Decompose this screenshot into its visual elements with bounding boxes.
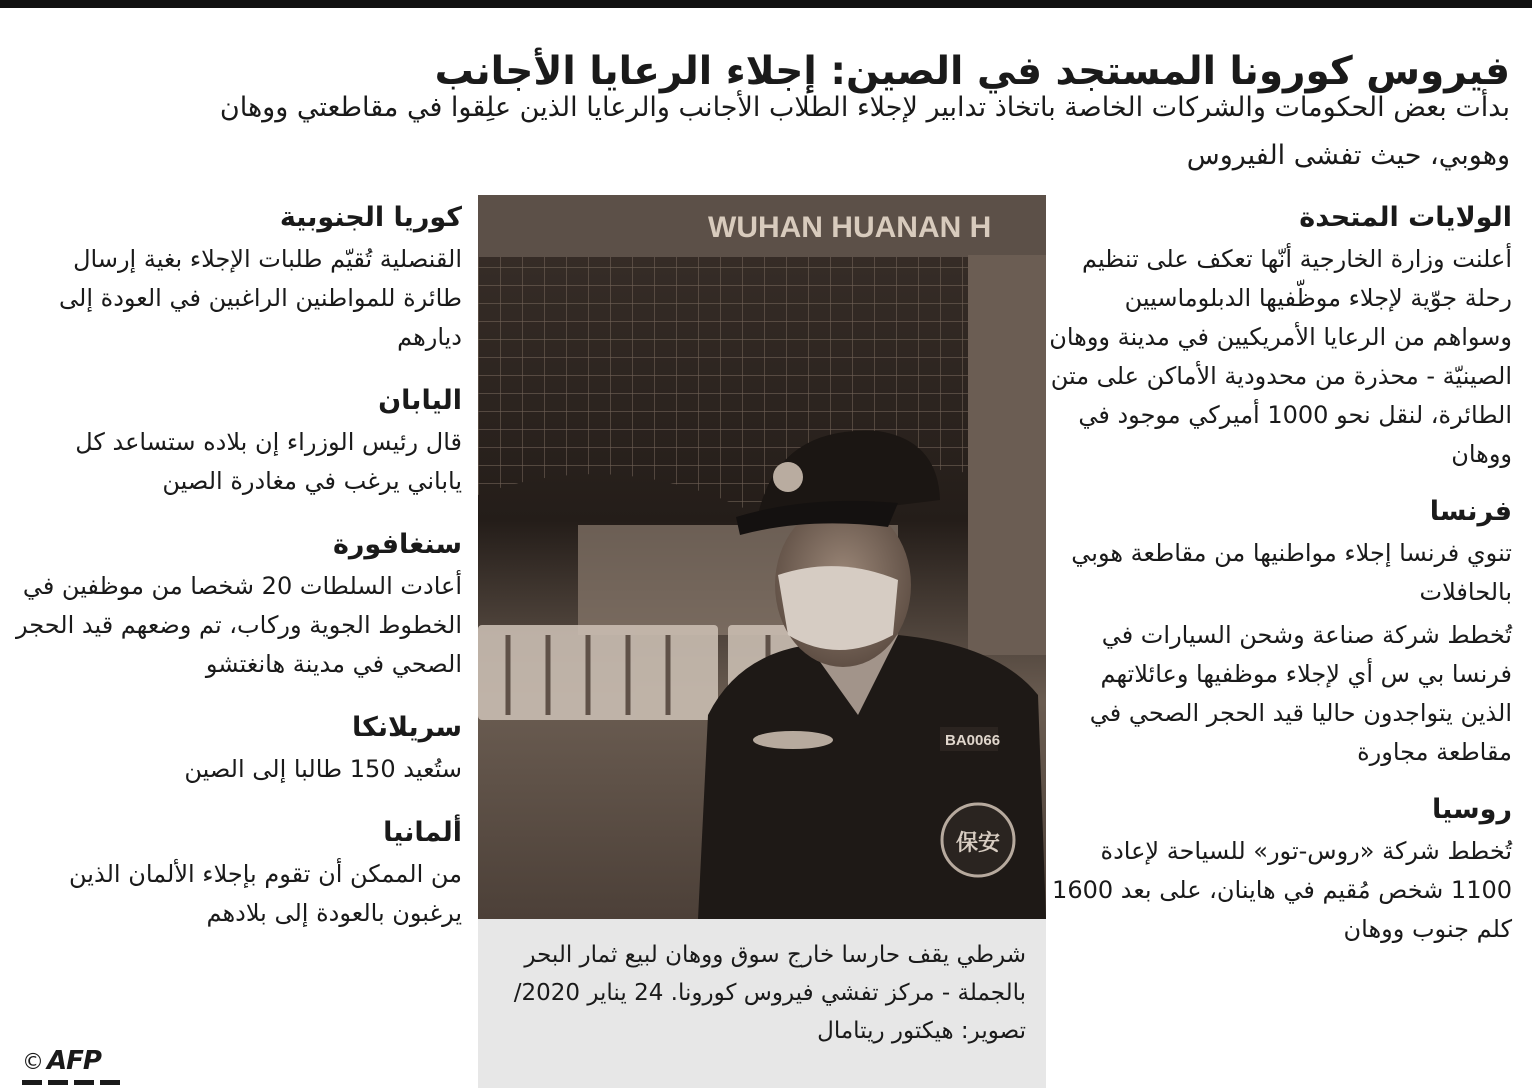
section-body-france: تنوي فرنسا إجلاء مواطنيها من مقاطعة هوبي بالحافلات — [1071, 539, 1512, 606]
section-sri-lanka — [16, 706, 462, 789]
top-rule — [0, 0, 1532, 8]
copyright-symbol: © — [22, 1050, 43, 1075]
section-body-usa: أعلنت وزارة الخارجية أنّها تعكف على تنظيم رحلة جوّية لإجلاء موظّفيها الدبلوماسيين وسواهم من الرعايا الأمريكيين في مدينة ووهان الصينيّة - محذرة من محدودية الأماكن على متن الطائرة، لنقل نحو 1000 أميركي موجود في ووهان — [1049, 245, 1512, 468]
section-usa — [1044, 196, 1512, 474]
section-title-south-korea: كوريا الجنوبية — [279, 202, 462, 233]
section-france — [1044, 490, 1512, 772]
afp-logo-text: AFP — [47, 1046, 101, 1076]
left-column — [16, 196, 462, 955]
section-body-germany: من الممكن أن تقوم بإجلاء الألمان الذين يرغبون بالعودة إلى بلادهم — [69, 860, 462, 927]
section-russia — [1044, 788, 1512, 949]
section-singapore — [16, 523, 462, 684]
section-body-singapore: أعادت السلطات 20 شخصا من موظفين في الخطوط الجوية وركاب، تم وضعهم قيد الحجر الصحي في مدينة هانغتشو — [16, 572, 462, 678]
afp-logo — [22, 1046, 101, 1076]
section-title-germany: ألمانيا — [383, 817, 462, 848]
page-title: فيروس كورونا المستجد في الصين: إجلاء الرعايا الأجانب — [434, 49, 1510, 95]
right-column — [1044, 196, 1512, 965]
badge-text: BA0066 — [945, 732, 1001, 749]
photo-caption: شرطي يقف حارسا خارج سوق ووهان لبيع ثمار البحر بالجملة - مركز تفشي فيروس كورونا. 24 يناير 2020/تصوير: هيكتور ريتامال — [513, 942, 1026, 1044]
section-title-singapore: سنغافورة — [332, 529, 462, 560]
section-body-japan: قال رئيس الوزراء إن بلاده ستساعد كل ياباني يرغب في مغادرة الصين — [75, 428, 462, 495]
news-photo — [478, 195, 1046, 919]
section-title-japan: اليابان — [378, 385, 462, 416]
section-body-south-korea: القنصلية تُقيّم طلبات الإجلاء بغية إرسال طائرة للمواطنين الراغبين في العودة إلى ديارهم — [59, 245, 462, 351]
section-title-usa: الولايات المتحدة — [1299, 202, 1512, 233]
section-body-france-2: تُخطط شركة صناعة وشحن السيارات في فرنسا بي س أي لإجلاء موظفيها وعائلاتهم الذين يتواجدون حاليا قيد الحجر الصحي في مقاطعة مجاورة — [1089, 621, 1512, 766]
photo-illustration — [478, 195, 1046, 919]
section-germany — [16, 811, 462, 933]
section-south-korea — [16, 196, 462, 357]
section-body-sri-lanka: ستُعيد 150 طالبا إلى الصين — [184, 755, 462, 783]
sign-text: WUHAN HUANAN H — [708, 211, 992, 244]
page-subtitle: بدأت بعض الحكومات والشركات الخاصة باتخاذ تدابير لإجلاء الطلاب الأجانب والرعايا الذين علِقوا في مقاطعتي ووهان وهوبي، حيث تفشى الفيروس — [219, 92, 1510, 171]
section-body-russia: تُخطط شركة «روس-تور» للسياحة لإعادة 1100 شخص مُقيم في هاينان، على بعد 1600 كلم جنوب ووهان — [1052, 837, 1512, 943]
section-title-france: فرنسا — [1429, 496, 1512, 527]
section-title-russia: روسيا — [1431, 794, 1512, 825]
patch-text: 保安 — [956, 831, 1001, 856]
section-japan — [16, 379, 462, 501]
logo-underline — [22, 1080, 120, 1085]
section-title-sri-lanka: سريلانكا — [352, 712, 462, 743]
photo-caption-box — [478, 919, 1046, 1088]
